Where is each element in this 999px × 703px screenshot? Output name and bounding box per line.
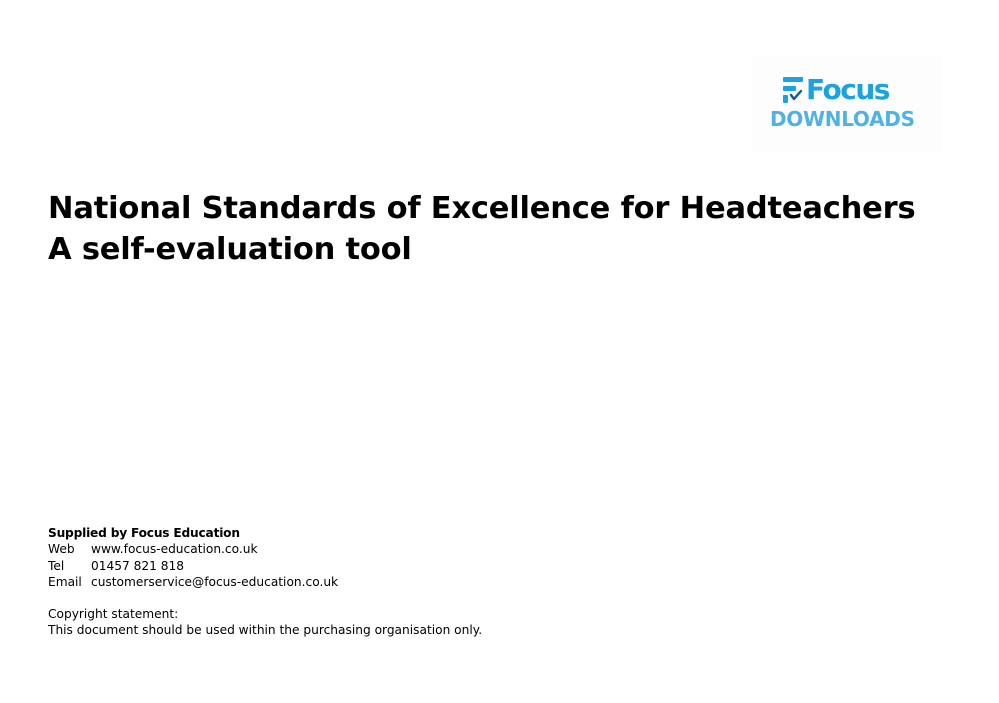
logo-top-row bbox=[782, 74, 889, 106]
contact-row-tel bbox=[48, 558, 482, 574]
supplier-info-block bbox=[48, 525, 482, 639]
supplied-by-heading: Supplied by Focus Education bbox=[48, 526, 240, 540]
contact-row-email bbox=[48, 574, 482, 590]
logo-wordmark: Focus bbox=[806, 73, 889, 106]
contact-label: Tel bbox=[48, 558, 65, 573]
email-link[interactable]: customerservice@focus-education.co.uk bbox=[91, 574, 339, 589]
document-title bbox=[48, 188, 915, 270]
title-line-2: A self-evaluation tool bbox=[48, 232, 412, 267]
contact-label: Web bbox=[48, 542, 75, 557]
title-line-1: National Standards of Excellence for Headteachers bbox=[48, 191, 916, 226]
focus-downloads-logo bbox=[752, 57, 942, 153]
web-link[interactable]: www.focus-education.co.uk bbox=[91, 542, 258, 557]
phone-number: 01457 821 818 bbox=[91, 558, 185, 573]
logo-subtitle: DOWNLOADS bbox=[770, 107, 915, 131]
spacer bbox=[48, 590, 482, 606]
contact-row-web bbox=[48, 541, 482, 557]
focus-f-checkmark-icon bbox=[782, 76, 804, 104]
contact-label: Email bbox=[48, 574, 82, 589]
copyright-text: This document should be used within the purchasing organisation only. bbox=[48, 623, 483, 638]
copyright-heading: Copyright statement: bbox=[48, 607, 179, 622]
